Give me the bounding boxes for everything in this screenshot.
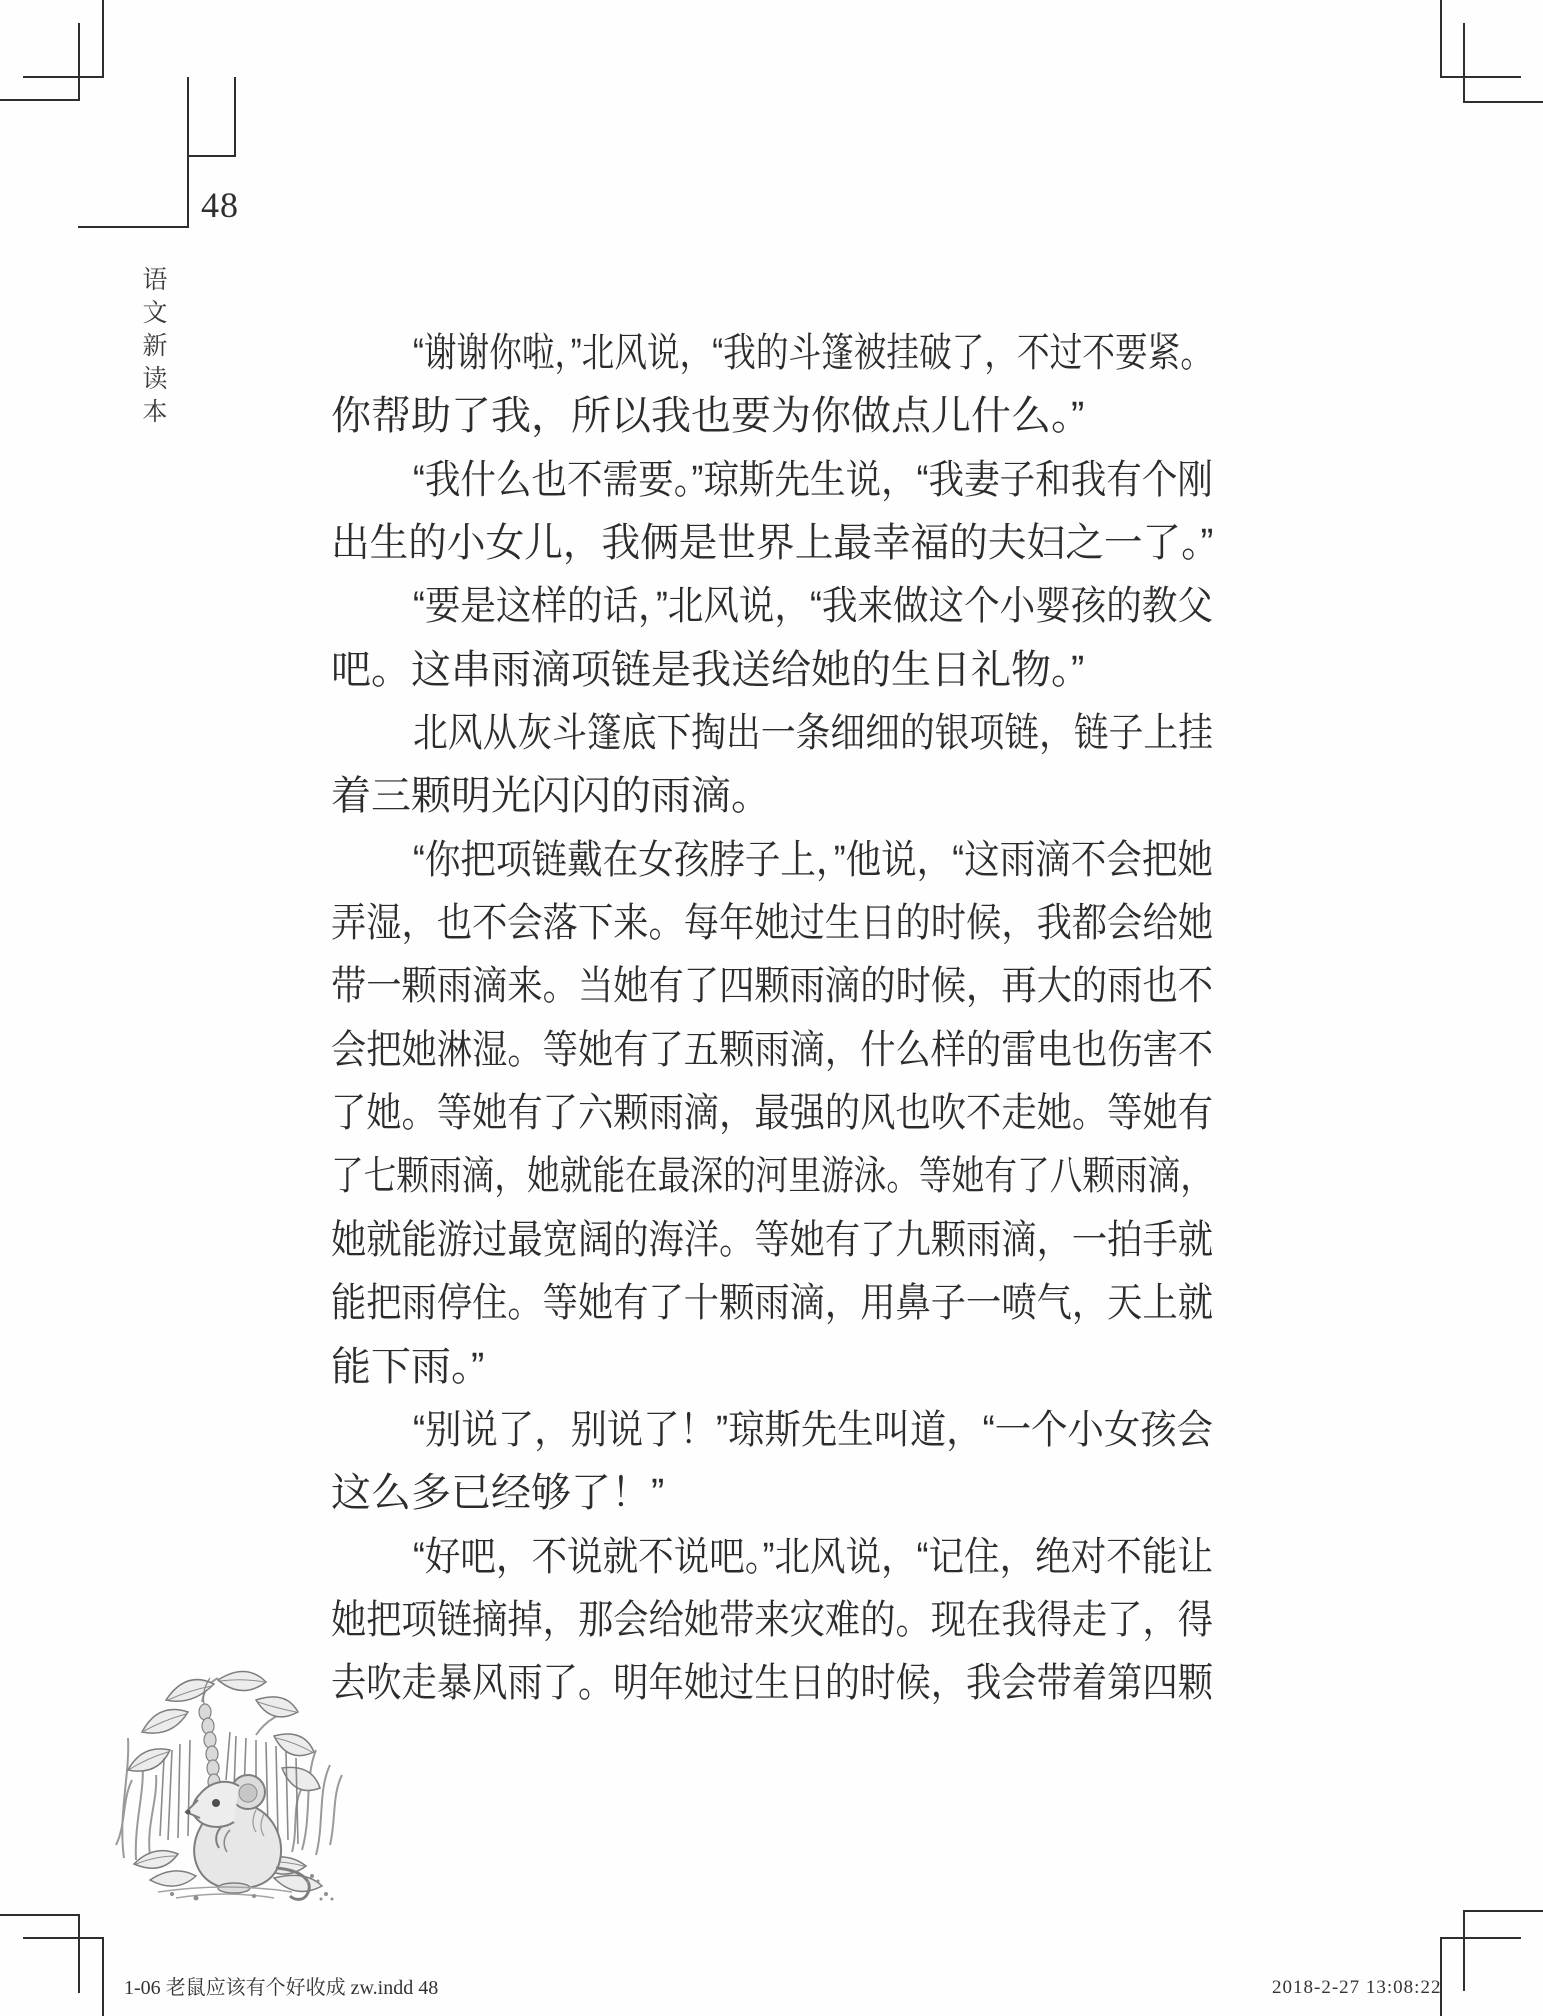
story-line: “好吧，不说就不说吧。”北风说，“记住，绝对不能让 [413, 1534, 1213, 1579]
crop-mark-top-left-inner-h [0, 99, 80, 101]
crop-mark-bottom-left-outer-v [102, 1938, 104, 2016]
story-line: 能把雨停住。等她有了十颗雨滴，用鼻子一喷气，天上就 [331, 1281, 1213, 1326]
footer-file-name: 1-06 老鼠应该有个好收成 zw.indd 48 [124, 1977, 439, 1999]
crop-mark-top-left-inner-v [78, 23, 80, 101]
crop-mark-bottom-right-outer-h [1440, 1937, 1521, 1939]
story-line: 北风从灰斗篷底下掏出一条细细的银项链，链子上挂 [413, 711, 1213, 756]
page-number: 48 [201, 185, 239, 225]
story-line: “你把项链戴在女孩脖子上，”他说，“这雨滴不会把她 [413, 837, 1213, 882]
crop-mark-top-right-outer-h [1440, 76, 1521, 78]
page-number-bracket-v2 [234, 77, 236, 157]
crop-mark-top-left-outer-v [102, 0, 104, 78]
page-number-bracket-v1 [187, 77, 189, 228]
crop-mark-top-right-inner-h [1463, 101, 1543, 103]
story-line: “要是这样的话，”北风说，“我来做这个小婴孩的教父 [413, 584, 1213, 629]
story-line: 这么多已经够了！” [331, 1471, 665, 1516]
mouse-eye [212, 1799, 220, 1807]
crop-mark-bottom-right-inner-h [1463, 1910, 1543, 1912]
mouse-nose [186, 1810, 191, 1815]
story-line: 出生的小女儿，我俩是世界上最幸福的夫妇之一了。” [331, 521, 1214, 566]
story-line: “谢谢你啦，”北风说，“我的斗篷被挂破了，不过不要紧。 [413, 331, 1213, 375]
story-text [331, 322, 1213, 1716]
story-line: “我什么也不需要。”琼斯先生说，“我妻子和我有个刚 [413, 457, 1213, 502]
story-line: 了她。等她有了六颗雨滴，最强的风也吹不走她。等她有 [331, 1091, 1213, 1136]
crop-mark-bottom-right-inner-v [1463, 1911, 1465, 1991]
crop-mark-bottom-left-inner-h [0, 1914, 80, 1916]
crop-mark-top-right-inner-v [1463, 23, 1465, 103]
crop-mark-bottom-left-outer-h [23, 1937, 104, 1939]
story-line: 能下雨。” [331, 1344, 485, 1389]
story-line: 你帮助了我，所以我也要为你做点儿什么。” [331, 394, 1085, 439]
story-line: 带一颗雨滴来。当她有了四颗雨滴的时候，再大的雨也不 [331, 964, 1213, 1009]
story-line: 弄湿，也不会落下来。每年她过生日的时候，我都会给她 [331, 901, 1213, 946]
crop-mark-top-left-outer-h [23, 76, 104, 78]
crop-mark-bottom-left-inner-v [78, 1915, 80, 1993]
story-line: 会把她淋湿。等她有了五颗雨滴，什么样的雷电也伤害不 [331, 1027, 1213, 1072]
story-line: 她把项链摘掉，那会给她带来灾难的。现在我得走了，得 [331, 1597, 1213, 1642]
sidebar-vertical-title: 语文新读本 [139, 266, 166, 431]
page-number-bracket-h2 [187, 155, 236, 157]
mouse-illustration [106, 1640, 348, 1902]
story-line: “别说了，别说了！”琼斯先生叫道，“一个小女孩会 [413, 1407, 1213, 1452]
story-line: 了七颗雨滴，她就能在最深的河里游泳。等她有了八颗雨滴， [331, 1154, 1213, 1199]
story-line: 着三颗明光闪闪的雨滴。 [331, 774, 771, 819]
story-line: 她就能游过最宽阔的海洋。等她有了九颗雨滴，一拍手就 [331, 1217, 1213, 1262]
story-line: 吧。这串雨滴项链是我送给她的生日礼物。” [331, 647, 1085, 692]
footer-timestamp: 2018-2-27 13:08:22 [1272, 1977, 1442, 1998]
story-line: 去吹走暴风雨了。明年她过生日的时候，我会带着第四颗 [331, 1661, 1213, 1706]
page-number-bracket-h1 [78, 226, 189, 228]
crop-mark-top-right-outer-v [1440, 0, 1442, 78]
